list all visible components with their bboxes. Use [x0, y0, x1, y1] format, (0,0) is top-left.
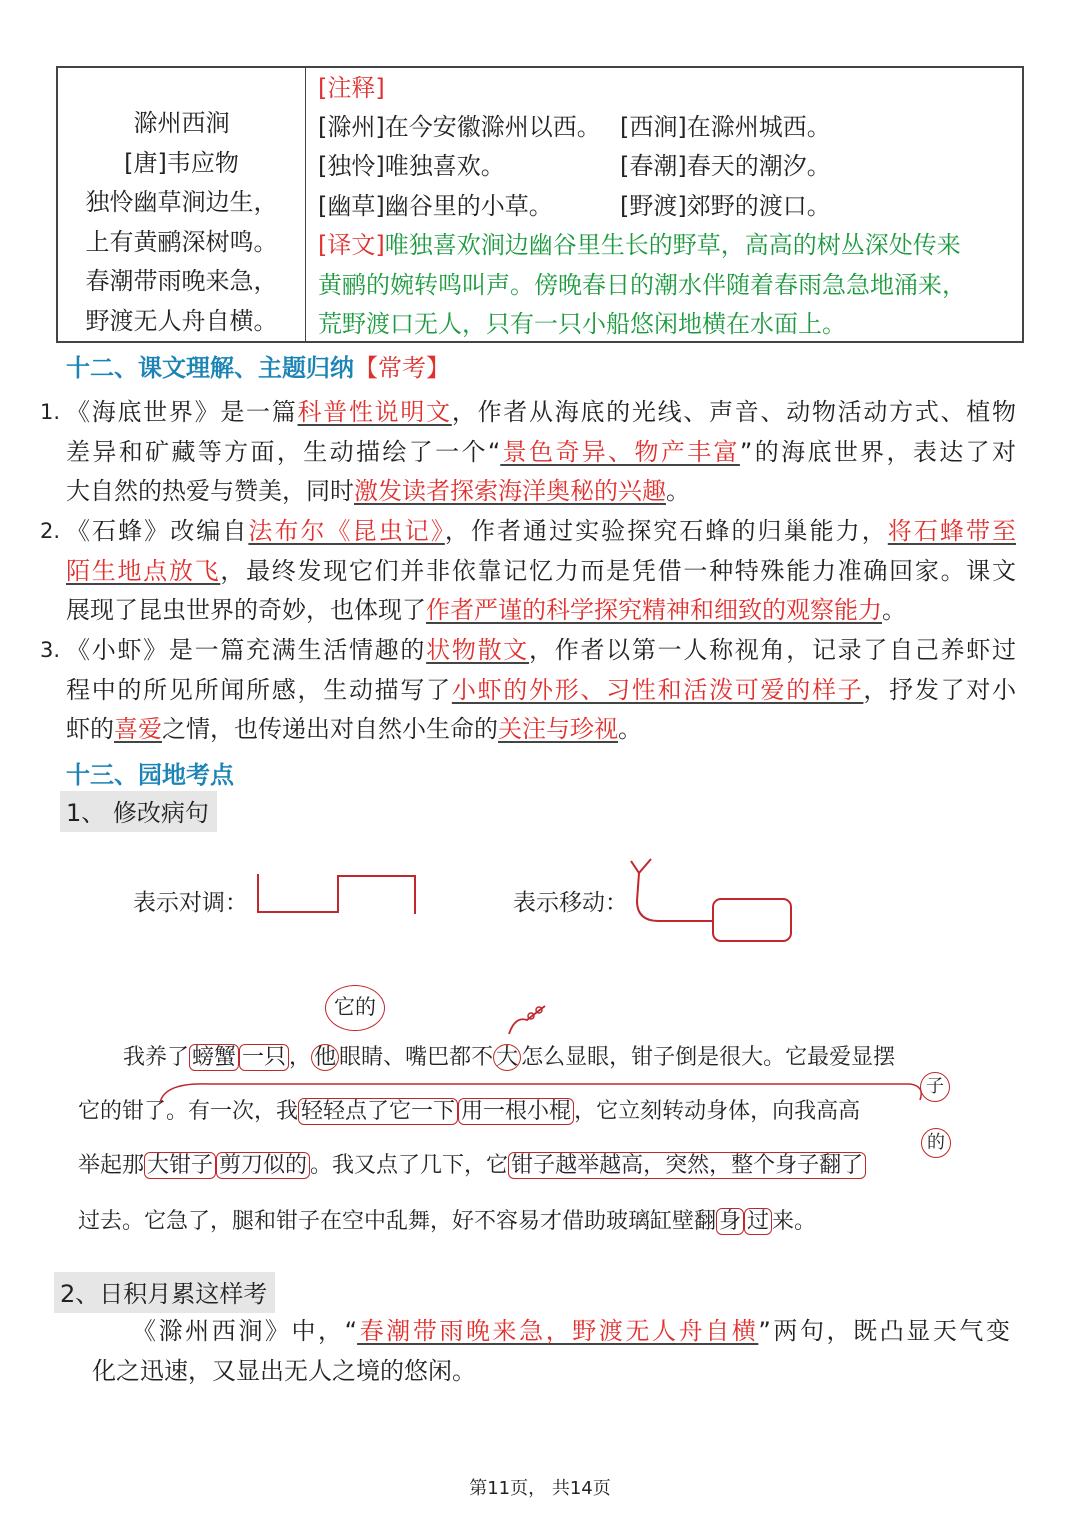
insert-mark: [505, 1002, 550, 1037]
section13-heading: 十三、园地考点: [66, 761, 234, 789]
swap-label: 表示对调：: [133, 890, 248, 916]
notes-header: [注释]: [318, 74, 385, 102]
note-row2a: [独怜]唯独喜欢。: [318, 152, 505, 180]
note-row2b: [春潮]春天的潮汐。: [620, 152, 831, 180]
note-row1a: [滁州]在今安徽滁州以西。: [318, 113, 601, 141]
poem-author: [唐]韦应物: [124, 148, 239, 177]
move-symbol: [625, 855, 800, 950]
handwriting-line4: 过去。它急了，腿和钳子在空中乱舞，好不容易才借助玻璃缸壁翻 身 过 来。: [78, 1209, 817, 1234]
subheading-fix-sentence: 1、 修改病句: [60, 791, 217, 832]
translation-line1: [译文]唯独喜欢涧边幽谷里生长的野草，高高的树丛深处传来: [318, 231, 961, 259]
subheading-accumulation: 2、日积月累这样考: [54, 1272, 275, 1313]
table-divider: [305, 68, 306, 341]
move-label: 表示移动：: [513, 890, 628, 916]
handwriting-line2: 它的钳了。有一次，我 轻轻点了它一下 用一根小棍 ，它立刻转动身体，向我高高: [78, 1099, 861, 1124]
annotation-de: 的: [921, 1128, 951, 1158]
poem-line: 野渡无人舟自横。: [85, 306, 278, 335]
poem-line: 春潮带雨晚来急，: [85, 267, 278, 295]
annotation-zi: 子: [920, 1072, 950, 1102]
move-arc: [150, 1078, 950, 1108]
note-row1b: [西涧]在滁州城西。: [620, 113, 831, 141]
poem-line: 上有黄鹂深树鸣。: [85, 227, 278, 256]
note-row3b: [野渡]郊野的渡口。: [620, 192, 831, 220]
note-row3a: [幽草]幽谷里的小草。: [318, 192, 553, 220]
handwriting-line1: 我养了 螃蟹 一只 ， 他 眼睛、嘴巴都不 大 怎么显眼，钳子倒是很大。它最爱显摆: [123, 1045, 896, 1070]
poem-column: [58, 104, 305, 341]
translation-line2: 黄鹂的婉转鸣叫声。傍晚春日的潮水伴随着春雨急急地涌来，: [318, 271, 966, 299]
list-item: 1. 《海底世界》是一篇科普性说明文，作者从海底的光线、声音、动物活动方式、植物 差异和矿藏等方面，生动描绘了一个“景色奇异、物产丰富”的海底世界，表达了对 大自然的热爱与赞美，同时激发读者探索海洋奥秘的兴趣。: [40, 398, 1017, 505]
accumulation-paragraph: 《滁州西涧》中，“春潮带雨晚来急，野渡无人舟自横”两句，既凸显天气变 化之迅速，又显出无人之境的悠闲。: [92, 1317, 1011, 1385]
page-footer: 第11页， 共14页: [469, 1478, 611, 1499]
poem-table: [56, 66, 1024, 343]
handwriting-line3: 举起那 大钳子 剪刀似的 。我又点了几下，它 钳子越举越高，突然，整个身子翻了: [78, 1148, 866, 1179]
list-item: 3. 《小虾》是一篇充满生活情趣的状物散文，作者以第一人称视角，记录了自己养虾过 程中的所见所闻所感，生动描写了小虾的外形、习性和活泼可爱的样子，抒发了对小 虾的喜爱之情，也传递出对自然小生命的关注与珍视。: [40, 636, 1017, 743]
poem-line: 独怜幽草涧边生，: [85, 188, 278, 216]
annotation-tade: 它的: [325, 985, 385, 1031]
list-item: 2. 《石蜂》改编自法布尔《昆虫记》，作者通过实验探究石蜂的归巢能力，将石蜂带至 陌生地点放飞，最终发现它们并非依靠记忆力而是凭借一种特殊能力准确回家。课文 展现了昆虫世界的奇妙，也体现了作者严谨的科学探究精神和细致的观察能力。: [40, 517, 1017, 624]
section12-heading: 十二、课文理解、主题归纳【常考】: [66, 354, 450, 382]
swap-symbol: [250, 868, 425, 920]
poem-title: 滁州西涧: [133, 109, 230, 137]
translation-line3: 荒野渡口无人，只有一只小船悠闲地横在水面上。: [318, 310, 846, 338]
